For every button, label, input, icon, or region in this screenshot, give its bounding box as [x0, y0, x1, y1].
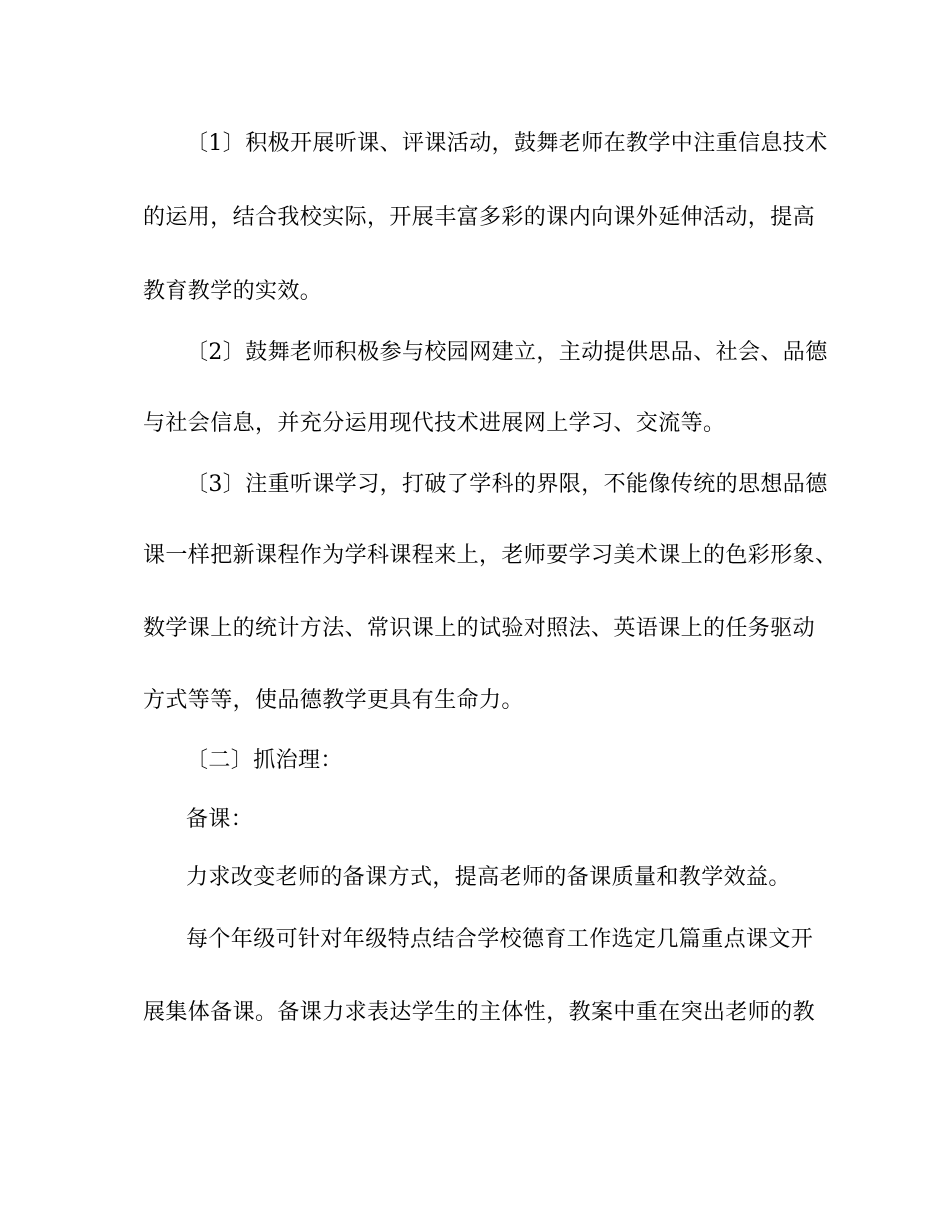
paragraph-3-line-3: 数学课上的统计方法、常识课上的试验对照法、英语课上的任务驱动	[143, 616, 816, 641]
paragraph-1-line-2: 的运用，结合我校实际，开展丰富多彩的课内向课外延伸活动，提高	[143, 205, 816, 230]
paragraph-3-line-4: 方式等等，使品德教学更具有生命力。	[143, 688, 524, 713]
subheading-lesson-prep: 备课：	[186, 807, 254, 832]
paragraph-5-line-2: 展集体备课。备课力求表达学生的主体性，教案中重在突出老师的教	[143, 1000, 816, 1025]
section-heading: 〔二〕抓治理：	[186, 748, 343, 773]
paragraph-2-line-1: 〔2〕鼓舞老师积极参与校园网建立，主动提供思品、社会、品德	[186, 340, 828, 365]
paragraph-2-line-2: 与社会信息，并充分运用现代技术进展网上学习、交流等。	[143, 411, 726, 436]
paragraph-5-line-1: 每个年级可针对年级特点结合学校德育工作选定几篇重点课文开	[186, 927, 814, 952]
paragraph-1-line-3: 教育教学的实效。	[143, 279, 323, 304]
paragraph-1-line-1: 〔1〕积极开展听课、评课活动，鼓舞老师在教学中注重信息技术	[186, 131, 828, 156]
paragraph-3-line-1: 〔3〕注重听课学习，打破了学科的界限，不能像传统的思想品德	[186, 472, 828, 497]
paragraph-4-line-1: 力求改变老师的备课方式，提高老师的备课质量和教学效益。	[186, 865, 791, 890]
paragraph-3-line-2: 课一样把新课程作为学科课程来上，老师要学习美术课上的色彩形象、	[143, 543, 838, 568]
